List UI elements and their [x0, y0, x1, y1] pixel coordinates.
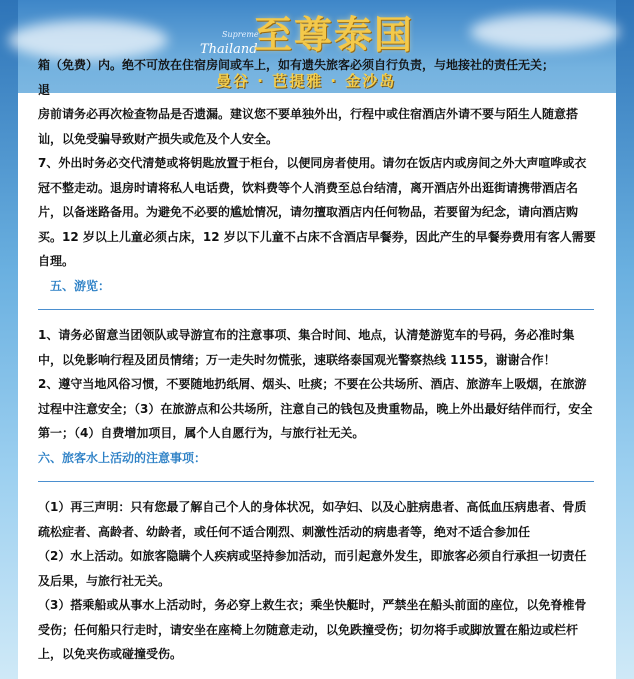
content-body [38, 53, 598, 667]
logo-title: 至尊泰国 [254, 12, 415, 57]
paragraph: 房前请务必再次检查物品是否遗漏。建议您不要单独外出，行程中或住宿酒店外请不要与陌生人随意搭讪，以免受骗导致财产损失或危及个人安全。 [38, 107, 579, 146]
paragraph: 7、外出时务必交代清楚或将钥匙放置于柜台，以便同房者使用。请勿在饭店内或房间之外大声喧哗或衣冠不整走动。退房时请将私人电话费，饮料费等个人消费至总台结清，离开酒店外出逛街请携带酒店名片，以备迷路备用。为避免不必要的尴尬情况，请勿擅取酒店内任何物品，若要留为纪念，请向酒店购买。12 岁以上儿童必须占床，12 岁以下儿童不占床不含酒店早餐券，因此产生的早餐券费用有客人需要自理。 [38, 156, 596, 268]
section-divider [38, 309, 594, 310]
logo-thailand-text: Thailand [200, 42, 258, 57]
paragraph: （2）水上活动。如旅客隐瞒个人疾病或坚持参加活动，而引起意外发生，即旅客必须自行承担一切责任及后果，与旅行社无关。 [38, 549, 587, 588]
section-heading: 六、旅客水上活动的注意事项： [38, 450, 207, 465]
paragraph: （3）搭乘船或从事水上活动时，务必穿上救生衣；乘坐快艇时，严禁坐在船头前面的座位，以免脊椎骨受伤；任何船只行走时，请安坐在座椅上勿随意走动，以免跌撞受伤；切勿将手或脚放置在船边或栏杆上，以免夹伤或碰撞受伤。 [38, 598, 587, 661]
section-divider [38, 481, 594, 482]
paragraph: 2、遵守当地风俗习惯，不要随地扔纸屑、烟头、吐痰；不要在公共场所、酒店、旅游车上吸烟，在旅游过程中注意安全；（3）在旅游点和公共场所，注意自己的钱包及贵重物品，晚上外出最好结伴而行，安全第一；（4）自费增加项目，属个人自愿行为，与旅行社无关。 [38, 377, 593, 440]
text-line: 箱（免费）内。绝不可放在住宿房间或车上，如有遗失旅客必须自行负责，与地接社的责任无关； [38, 58, 555, 72]
paragraph: 1、请务必留意当团领队或导游宣布的注意事项、集合时间、地点，认清楚游览车的号码，务必准时集中，以免影响行程及团员情绪；万一走失时勿慌张，速联络泰国观光警察热线 1155，谢谢合作！ [38, 328, 575, 367]
paragraph: （1）再三声明：只有您最了解自己个人的身体状况，如孕妇、以及心脏病患者、高低血压病患者、骨质疏松症者、高龄者、幼龄者，或任何不适合刚烈、刺激性活动的病患者等，绝对不适合参加任 [38, 500, 587, 539]
text-line: 退 [38, 82, 51, 97]
background-left-edge [0, 0, 18, 679]
background-right-edge [616, 0, 634, 679]
logo-supreme-text: Supreme [222, 30, 259, 39]
logo-subtitle: 曼谷 · 芭提雅 · 金沙岛 [216, 72, 397, 90]
section-heading: 五、游览： [50, 278, 111, 293]
